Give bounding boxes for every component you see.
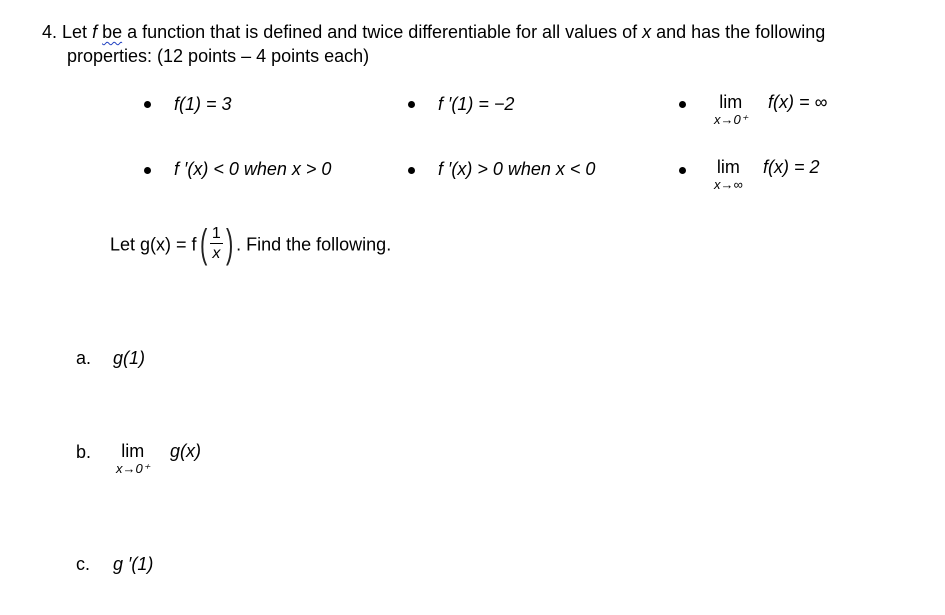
problem-line-1 [42, 23, 825, 41]
property-increasing: f ′(x) > 0 when x < 0 [438, 159, 596, 179]
part-b-limit: lim x→0⁺ [116, 441, 150, 476]
property-decreasing: f ′(x) < 0 when x > 0 [174, 159, 332, 179]
bullet [679, 167, 686, 174]
function-f: f [92, 22, 98, 42]
variable-x: x [642, 22, 652, 42]
part-c-expr: g ′(1) [113, 554, 154, 574]
bullet [679, 101, 686, 108]
intro-text-d: and has the following [651, 22, 826, 42]
property-fprime1: f ′(1) = −2 [438, 94, 515, 114]
property-limit-infinity-expr: f(x) = 2 [763, 157, 820, 177]
part-c-label: c. [76, 554, 91, 574]
intro-text-a: Let [62, 22, 93, 42]
definition-suffix: . Find the following. [236, 234, 392, 255]
left-paren: ( [199, 222, 207, 267]
bullet [144, 101, 151, 108]
part-b-expr: g(x) [170, 441, 201, 461]
definition-g [110, 220, 391, 267]
intro-text-c: a function that is defined and twice differentiable for all values of [122, 22, 643, 42]
bullet [408, 167, 415, 174]
property-limit-infinity: lim x→∞ [714, 157, 743, 192]
spellcheck-word-be: be [102, 22, 123, 42]
property-limit-zero: lim x→0⁺ [714, 92, 748, 127]
definition-prefix: Let g(x) = f [110, 234, 197, 255]
right-paren: ) [225, 222, 234, 267]
property-limit-zero-expr: f(x) = ∞ [768, 92, 828, 112]
part-a-expr: g(1) [113, 348, 146, 368]
property-f1: f(1) = 3 [174, 94, 232, 114]
problem-number: 4. [42, 22, 58, 42]
bullet [408, 101, 415, 108]
part-a-label: a. [76, 348, 92, 368]
problem-line-2: properties: (12 points – 4 points each) [67, 46, 370, 66]
bullet [144, 167, 151, 174]
part-b-label: b. [76, 442, 92, 462]
fraction-one-over-x: $\frac{1}{x}$ [211, 225, 221, 263]
